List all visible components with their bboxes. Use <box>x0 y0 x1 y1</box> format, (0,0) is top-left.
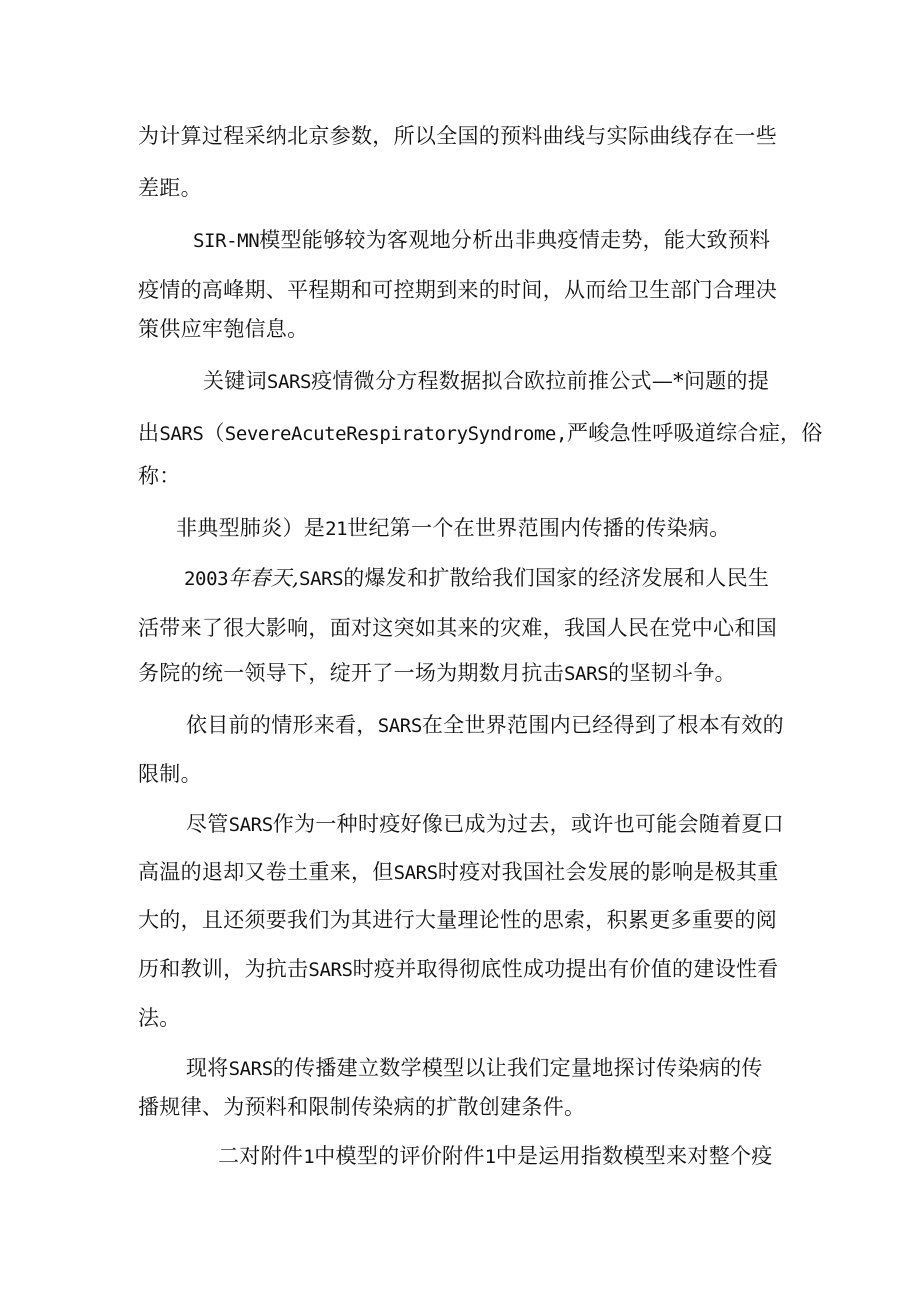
text-run-latin: SARS <box>159 423 204 445</box>
paragraph-8-line-2 <box>138 1093 585 1121</box>
text-run: 务院的统一领导下，绽开了一场为期数月抗击 <box>138 661 564 685</box>
text-run-latin: SARS <box>228 1058 273 1080</box>
text-run: 活带来了很大影响，面对这突如其来的灾难，我国人民在党中心和国 <box>138 616 777 640</box>
text-run: 非典型肺炎）是 <box>176 516 326 540</box>
text-run-latin: SARS <box>377 715 422 737</box>
paragraph-7-line-4 <box>138 955 779 984</box>
paragraph-2-line-2 <box>138 276 777 304</box>
text-run-latin: SevereAcuteRespiratorySyndrome, <box>224 423 567 445</box>
text-run-latin: SARS <box>308 959 353 981</box>
text-run: 世纪第一个在世界范围内传播的传染病。 <box>347 516 731 540</box>
text-run-latin: SARS <box>266 371 312 393</box>
text-run: 中模型的评价附件 <box>314 1144 485 1168</box>
text-run-latin: SARS <box>393 862 438 884</box>
text-run: 作为一种时疫好像已成为过去，或许也可能会随着夏口 <box>272 812 784 836</box>
paragraph-2-line-1 <box>193 226 770 255</box>
text-run: 中是运用指数模型来对整个疫 <box>495 1144 773 1168</box>
paragraph-7-line-3 <box>138 906 777 934</box>
text-run: 限制。 <box>138 762 202 786</box>
text-run: 模型能够较为客观地分析出非典疫情走势，能大致预料 <box>259 228 771 252</box>
text-run: 出 <box>138 421 160 445</box>
paragraph-3-line-1 <box>203 367 769 396</box>
text-run: 为计算过程采纳北京参数，所以全国的预料曲线与实际曲线存在一些 <box>138 124 777 148</box>
text-run-latin: SARS <box>299 568 344 590</box>
text-run: 二对附件 <box>218 1144 304 1168</box>
text-run: 大的，且还须要我们为其进行大量理论性的思索，积累更多重要的阅 <box>138 908 777 932</box>
text-run: 依目前的情形来看， <box>186 713 378 737</box>
text-run: 疫情的高峰期、平程期和可控期到来的时间，从而给卫生部门合理决 <box>138 278 777 302</box>
paragraph-3-line-3 <box>138 462 181 490</box>
paragraph-7-line-5 <box>138 1004 181 1032</box>
paragraph-1-line-1 <box>138 122 777 150</box>
text-run: 法。 <box>138 1006 181 1030</box>
text-run-italic: 年春天, <box>228 566 300 590</box>
text-run: 差距。 <box>138 176 202 200</box>
paragraph-9-line-1 <box>218 1142 773 1171</box>
text-run: 时疫并取得彻底性成功提出有价值的建设性看 <box>352 957 779 981</box>
text-run: 的传播建立数学模型以让我们定量地探讨传染病的传 <box>272 1056 763 1080</box>
paragraph-1-line-2 <box>138 174 202 202</box>
paragraph-7-line-2 <box>138 858 779 887</box>
text-run-latin: 1 <box>484 1146 496 1168</box>
text-run-latin: SARS <box>564 663 609 685</box>
text-run: 时疫对我国社会发展的影响是极其重 <box>437 860 779 884</box>
paragraph-6-line-1 <box>186 711 784 740</box>
paragraph-5-line-1 <box>184 564 769 593</box>
text-run-latin: 2003 <box>184 568 229 590</box>
text-run: 播规律、为预料和限制传染病的扩散创建条件。 <box>138 1095 586 1119</box>
text-run: 高温的退却又卷土重来，但 <box>138 860 394 884</box>
paragraph-5-line-3 <box>138 659 736 688</box>
text-run-latin: SARS <box>228 814 273 836</box>
text-run-latin: 1 <box>303 1146 315 1168</box>
text-run: 尽管 <box>186 812 229 836</box>
paragraph-3-line-2 <box>138 419 823 448</box>
paragraph-5-line-2 <box>138 614 777 642</box>
paragraph-7-line-1 <box>186 810 784 839</box>
paragraph-8-line-1 <box>186 1054 763 1083</box>
text-run: 历和教训，为抗击 <box>138 957 309 981</box>
paragraph-6-line-2 <box>138 760 202 788</box>
paragraph-2-line-3 <box>138 315 308 343</box>
text-run-latin: 21 <box>325 518 348 540</box>
paragraph-4-line-1 <box>176 514 731 543</box>
text-run: 的坚韧斗争。 <box>608 661 736 685</box>
text-run: 称： <box>138 464 181 488</box>
text-run: 的爆发和扩散给我们国家的经济发展和人民生 <box>343 566 770 590</box>
text-run: （ <box>203 421 225 445</box>
text-run: 策供应牢匏信息。 <box>138 317 309 341</box>
text-run: 关键词 <box>203 369 267 393</box>
text-run: 疫情微分方程数据拟合欧拉前推公式—*问题的提 <box>311 369 770 393</box>
text-run: 严峻急性呼吸道综合症，俗 <box>567 421 823 445</box>
text-run: 在全世界范围内已经得到了根本有效的 <box>421 713 784 737</box>
text-run-latin: SIR-MN <box>193 230 260 252</box>
text-run: 现将 <box>186 1056 229 1080</box>
